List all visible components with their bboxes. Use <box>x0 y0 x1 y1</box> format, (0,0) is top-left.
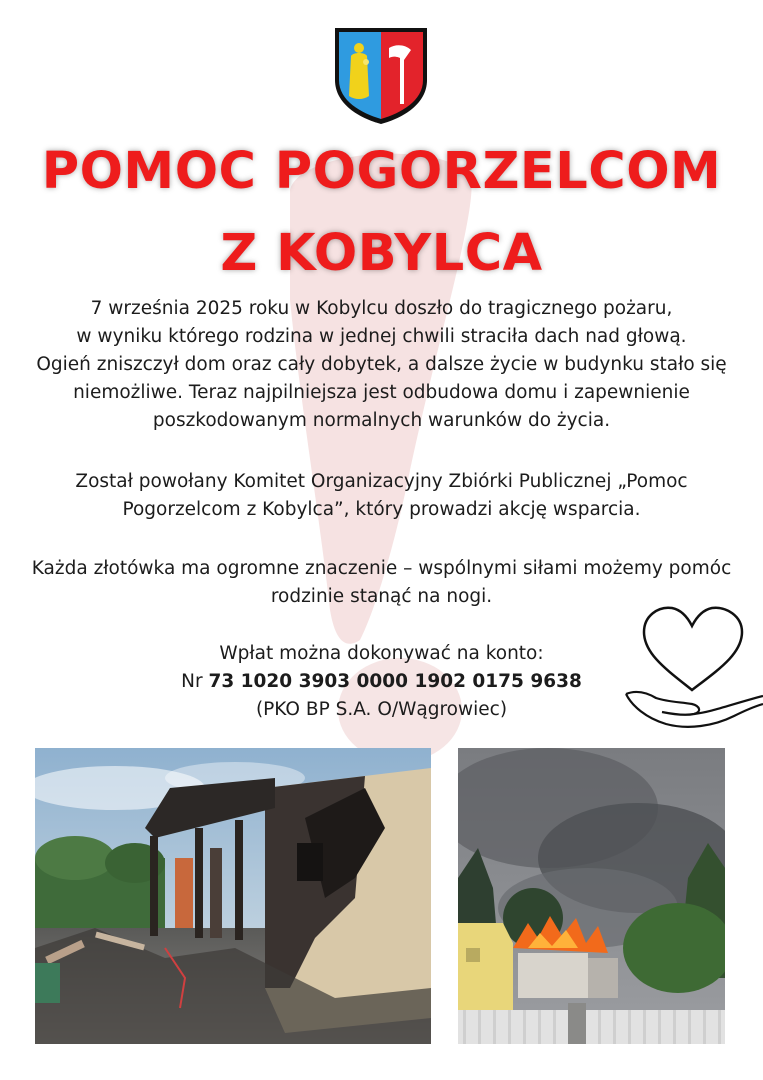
house-fire-photo <box>458 748 725 1044</box>
heart-in-hand-icon <box>622 602 763 744</box>
appeal-paragraph: Każda złotówka ma ogromne znaczenie – wspólnymi siłami możemy pomóc rodzinie stanąć na nogi. <box>31 558 732 607</box>
payment-intro: Wpłat można dokonywać na konto: <box>219 643 544 664</box>
burned-house-photo <box>35 748 431 1044</box>
intro-paragraph: 7 września 2025 roku w Kobylcu doszło do tragicznego pożaru, w wyniku którego rodzina w jednej chwili straciła dach nad głową. Ogień zniszczył dom oraz cały dobytek, a dalsze życie w budynku stało się niemożliwe. Teraz najpilniejsza jest odbudowa domu i zapewnienie poszkodowanym normalnych warunków do życia. <box>36 298 727 431</box>
coat-of-arms-icon <box>333 26 429 126</box>
account-line: Nr 73 1020 3903 0000 1902 0175 9638 <box>181 671 582 692</box>
account-number: 73 1020 3903 0000 1902 0175 9638 <box>208 671 582 692</box>
bank-name: (PKO BP S.A. O/Wągrowiec) <box>255 699 508 720</box>
committee-paragraph: Został powołany Komitet Organizacyjny Zbiórki Publicznej „Pomoc Pogorzelcom z Kobylca”, który prowadzi akcję wsparcia. <box>75 471 688 520</box>
title-line-2: Z KOBYLCA <box>220 224 543 283</box>
title-line-1: POMOC POGORZELCOM <box>41 142 722 201</box>
